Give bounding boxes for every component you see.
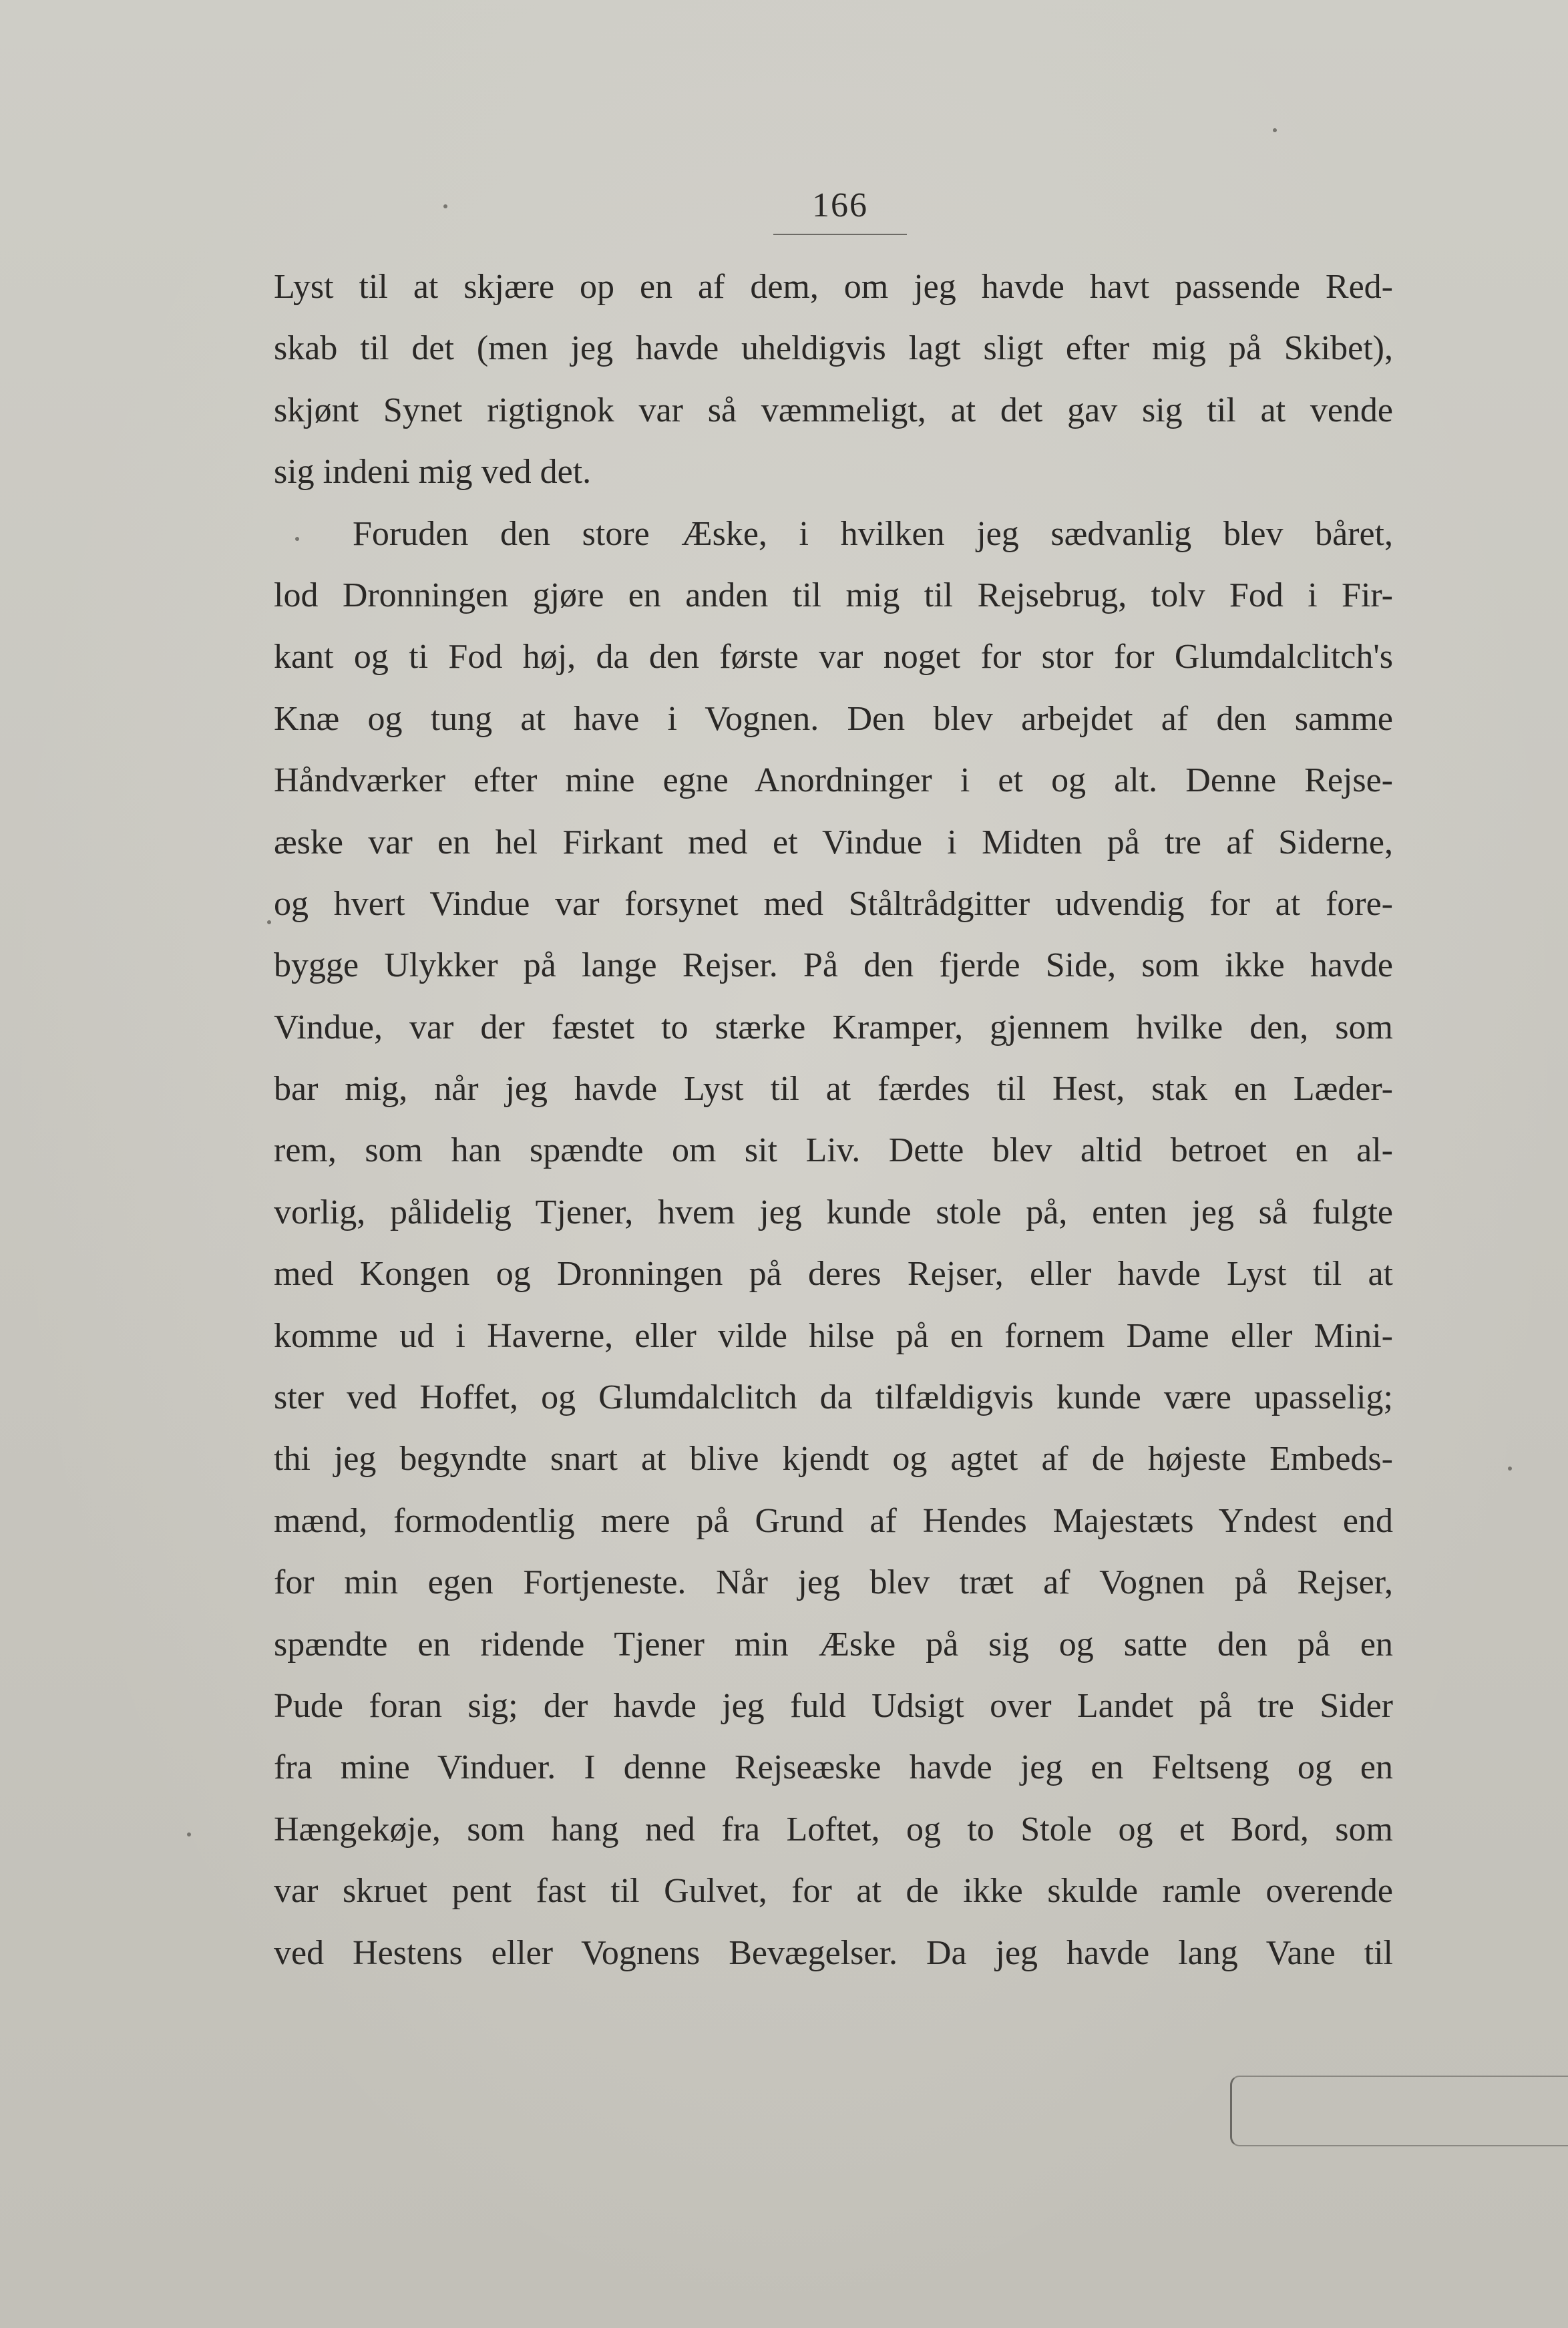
text-line: komme ud i Haverne, eller vilde hilse på en fornem Dame eller Mini- bbox=[274, 1316, 1393, 1355]
text-line: sig indeni mig ved det. bbox=[274, 453, 592, 492]
paper-speck bbox=[1273, 128, 1277, 132]
text-line: bygge Ulykker på lange Rejser. På den fjerde Side, som ikke havde bbox=[274, 946, 1393, 985]
text-line: skjønt Synet rigtignok var så væmmeligt, at det gav sig til at vende bbox=[274, 391, 1393, 429]
text-line: Foruden den store Æske, i hvilken jeg sædvanlig blev båret, bbox=[353, 514, 1393, 553]
text-line: æske var en hel Firkant med et Vindue i Midten på tre af Siderne, bbox=[274, 823, 1393, 861]
paper-speck bbox=[295, 537, 299, 541]
text-line: thi jeg begyndte snart at blive kjendt og agtet af de højeste Embeds- bbox=[274, 1440, 1393, 1479]
text-line: ster ved Hoffet, og Glumdalclitch da tilfældigvis kunde være upasselig; bbox=[274, 1378, 1393, 1417]
text-line: spændte en ridende Tjener min Æske på sig og satte den på en bbox=[274, 1625, 1393, 1664]
text-line: Knæ og tung at have i Vognen. Den blev arbejdet af den samme bbox=[274, 699, 1393, 738]
text-line: rem, som han spændte om sit Liv. Dette blev altid betroet en al- bbox=[274, 1131, 1393, 1170]
text-line: bar mig, når jeg havde Lyst til at færdes til Hest, stak en Læder- bbox=[274, 1070, 1393, 1109]
paper-speck bbox=[267, 920, 271, 924]
paper-speck bbox=[1508, 1467, 1512, 1471]
text-line: for min egen Fortjeneste. Når jeg blev træt af Vognen på Rejser, bbox=[274, 1563, 1393, 1602]
page-number-rule bbox=[773, 234, 907, 235]
text-line: vorlig, pålidelig Tjener, hvem jeg kunde stole på, enten jeg så fulgte bbox=[274, 1193, 1393, 1231]
text-line: lod Dronningen gjøre en anden til mig til Rejsebrug, tolv Fod i Fir- bbox=[274, 576, 1393, 614]
margin-bracket-mark bbox=[1230, 2076, 1568, 2146]
text-line: og hvert Vindue var forsynet med Ståltrådgitter udvendig for at fore- bbox=[274, 884, 1393, 923]
text-line: Pude foran sig; der havde jeg fuld Udsigt over Landet på tre Sider bbox=[274, 1686, 1393, 1725]
text-line: med Kongen og Dronningen på deres Rejser, eller havde Lyst til at bbox=[274, 1255, 1393, 1294]
text-line: mænd, formodentlig mere på Grund af Hendes Majestæts Yndest end bbox=[274, 1501, 1393, 1540]
body-text bbox=[274, 256, 1393, 1984]
text-line: kant og ti Fod høj, da den første var noget for stor for Glumdalclitch's bbox=[274, 638, 1393, 676]
text-line: Hængekøje, som hang ned fra Loftet, og to Stole og et Bord, som bbox=[274, 1810, 1393, 1849]
text-line: skab til det (men jeg havde uheldigvis lagt sligt efter mig på Skibet), bbox=[274, 329, 1393, 368]
text-line: Håndværker efter mine egne Anordninger i et og alt. Denne Rejse- bbox=[274, 761, 1393, 800]
paper-speck bbox=[443, 204, 447, 208]
text-line: ved Hestens eller Vognens Bevægelser. Da jeg havde lang Vane til bbox=[274, 1933, 1393, 1972]
text-line: Lyst til at skjære op en af dem, om jeg havde havt passende Red- bbox=[274, 268, 1393, 306]
text-line: fra mine Vinduer. I denne Rejseæske havde jeg en Feltseng og en bbox=[274, 1748, 1393, 1787]
paper-speck bbox=[187, 1832, 191, 1836]
page-number: 166 bbox=[812, 186, 868, 224]
text-line: var skruet pent fast til Gulvet, for at de ikke skulde ramle overende bbox=[274, 1872, 1393, 1911]
page-number-container bbox=[773, 186, 907, 226]
text-line: Vindue, var der fæstet to stærke Kramper, gjennem hvilke den, som bbox=[274, 1008, 1393, 1046]
